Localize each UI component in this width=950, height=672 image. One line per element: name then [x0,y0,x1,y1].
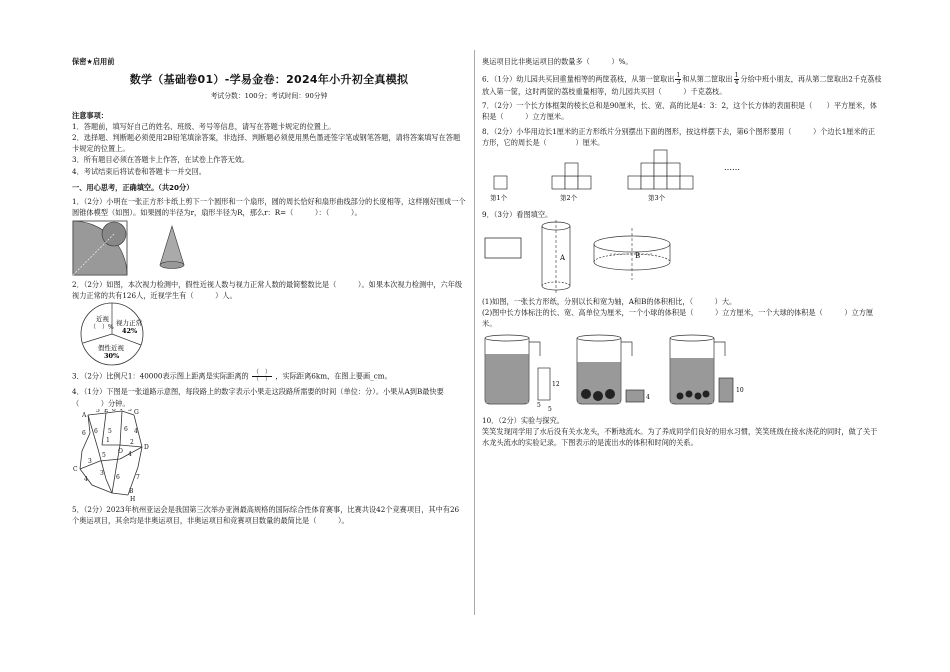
question-9-part1: (1)如图，一张长方形纸，分别以长和宽为轴，A和B的体积相比，（ ）大。 [482,297,737,307]
notice-heading: 注意事项： [72,110,108,120]
vision-pie-chart [72,301,172,367]
map-node: A [82,411,87,419]
cone-shape [160,226,184,265]
q8-figure [482,148,882,206]
pattern-label: 第1个 [490,193,508,202]
q3-frac-num: （ ） [253,369,272,377]
pattern-label: 第3个 [648,193,666,202]
secret-label: 保密★启用前 [72,57,115,66]
question-9-part2: (2)图中长方体标注的长、宽、高单位为厘米，一个小球的体积是（ ）立方厘米，一个大球的体积是（ ）立方厘米。 [482,308,874,329]
left-column [72,56,466,526]
q6-f2-den: 4 [734,79,739,87]
q6-f2-num: 1 [734,72,739,80]
q3-text-a: 3．（2分）比例尺1：40000表示图上距离是实际距离的 [72,371,249,381]
map-node [120,409,124,412]
q4-figure [72,409,466,501]
q6-text-a: 6．（1分）幼儿园共买回重量相等的两筐荔枝，从第一筐取出 [482,74,675,84]
column-divider [474,50,475,615]
water-container-figure [482,332,782,412]
question-5: 5．（2分）2023年杭州亚运会是我国第三次举办亚洲最高规格的国际综合性体育赛事，比赛共设42个竞赛项目，其中有26个奥运项目，其余均是非奥运项目，非奥运项目和竞赛项目数量的最简比是（ ）。 [72,504,460,525]
map-node: H [130,495,136,501]
q6-fraction-1 [675,73,681,86]
map-weight: 4 [84,475,88,483]
question-10-body: 笑笑发现同学用了水后没有关水龙头，不断地流水。为了养成同学们良好的用水习惯，笑笑班级在接水浇花的同时，做了关于水龙头流水的实验记录。下图表示的是流出水的体积和时间的关系。 [482,426,878,447]
q6-text-b: 和从第二筐取出 [682,74,733,84]
map-weight: 3 [128,408,132,413]
map-weight: 3 [88,457,92,465]
map-node: C [73,465,78,473]
question-6 [482,73,882,97]
map-node: E [104,408,109,414]
box-dim: 12 [552,380,560,388]
question-10: 10．（2分）实验与探究。 [482,415,564,425]
right-column [482,56,882,448]
map-weight: 4 [134,427,138,435]
q9-figure-1 [482,220,882,296]
pie-label-normal-pct: 42% [122,327,138,336]
q9-figure-2 [482,332,882,412]
map-weight: 1 [106,436,110,444]
map-weight: 3 [100,469,104,477]
map-weight: 5 [102,451,106,459]
pie-label-myopia: 近视 [96,315,109,324]
map-node: G [134,408,139,416]
cylinder-rotation-figure [482,220,692,296]
pattern-ellipsis: …… [724,162,740,172]
pie-label-pseudo: 假性近视 [98,344,124,353]
notice-item: 3．所有题目必须在答题卡上作答，在试卷上作答无效。 [72,155,250,165]
cone-diagram [72,220,232,276]
question-7: 7．（2分）一个长方体框架的棱长总和是90厘米，长、宽、高的比是4：3：2，这个长方体的表面积是（ ）平方厘米，体积是（ ）立方厘米。 [482,101,877,122]
map-weight: 8 [112,408,116,413]
question-4: 4．（1分）下图是一张道路示意图，每段路上的数字表示小果走这段路所需要的时间（单位：分）。小果从A到B最快要（ ）分钟。 [72,387,444,408]
map-weight: 6 [82,429,86,437]
q6-text-c: 分给中班小朋友，再从第二筐取出2千克荔枝放入第一筐，这时两筐的荔枝重量相等，幼儿园共买回（ ）千克荔枝。 [482,74,882,97]
question-5-cont: 奥运项目比非奥运项目的数量多（ ）%。 [482,57,633,66]
pie-label-normal: 视力正常 [116,319,142,328]
box-dim: 4 [646,393,650,401]
pie-label-myopia-pct: （ ）% [90,324,114,332]
map-weight: 4 [128,450,132,458]
box-dim: 5 [548,405,552,412]
page-title: 数学（基础卷01）-学易金卷：2024年小升初全真模拟 [129,73,409,87]
q6-f1-num: 1 [676,72,681,80]
q6-fraction-2 [734,73,740,86]
notice-item: 1．答题前，填写好自己的姓名、班级、考号等信息，请写在答题卡规定的位置上。 [72,121,336,131]
q3-frac-den: （ ） [253,376,272,384]
q6-f1-den: 3 [676,79,681,87]
map-weight: 6 [116,473,120,481]
map-weight: 7 [136,473,140,481]
road-map-diagram [72,409,192,501]
label-b: B [635,252,641,261]
map-weight: 5 [96,408,100,414]
question-9: 9．（3分）看图填空。 [482,209,553,219]
question-2: 2．（2分）如图，本次视力检测中，假性近视人数与视力正常人数的最简整数比是（ ）。如果本次视力检测中，六年级视力正常的共有126人，近视学生有（ ）人。 [72,280,463,301]
notice-item: 2．选择题、判断题必须使用2B铅笔填涂答案，非选择、判断题必须使用黑色墨迹签字笔或钢笔答题，请将答案填写在答题卡规定的位置上。 [72,133,461,154]
q3-fraction [252,370,272,383]
map-node: D [144,443,149,451]
map-node: B [129,487,134,495]
question-3 [72,370,466,383]
label-a: A [560,254,566,263]
q1-figure [72,220,466,276]
exam-info: 考试分数：100分；考试时间：90分钟 [210,92,328,101]
question-1: 1．（2分）小明在一张正方形卡纸上剪下一个圆形和一个扇形，圆的周长恰好和扇形曲线部分的长度相等，这样刚好围成一个圆锥体模型（如图）。如果圆的半径为r，扇形半径为R，那么r：R=（ ）：（ ）。 [72,196,466,217]
section-heading: 一、用心思考，正确填空。（共20分） [72,182,194,192]
notice-item: 4．考试结束后将试卷和答题卡一并交回。 [72,166,206,176]
map-weight: 6 [124,425,128,433]
box-dim: 5 [537,401,541,409]
map-node: O [118,447,123,455]
map-weight: 2 [130,438,134,446]
map-weight: 6 [94,427,98,435]
box-dim: 10 [736,386,744,394]
pattern-label: 第2个 [560,193,578,202]
pie-label-pseudo-pct: 30% [104,352,120,361]
q3-text-b: ，实际距离6km，在图上要画_cm。 [275,371,392,381]
q2-figure [72,301,466,367]
map-weight: 5 [108,427,112,435]
square-pattern-figure [482,148,782,206]
question-8: 8．（2分）小华用边长1厘米的正方形纸片分别摆出下面的图形，按这样摆下去，第6个图形要用（ ）个边长1厘米的正方形，它的周长是（ ）厘米。 [482,126,876,147]
